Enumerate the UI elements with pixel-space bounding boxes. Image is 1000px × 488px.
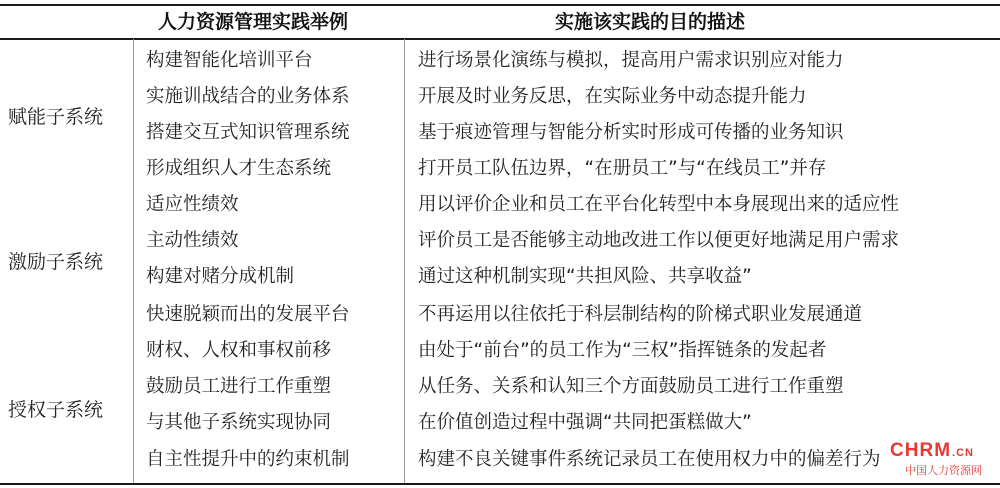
purpose-cell: 开展及时业务反思，在实际业务中动态提升能力 — [418, 86, 807, 107]
practice-cell: 构建对赌分成机制 — [146, 266, 295, 287]
purpose-cell: 从任务、关系和认知三个方面鼓励员工进行工作重塑 — [418, 376, 844, 397]
purpose-cell: 基于痕迹管理与智能分析实时形成可传播的业务知识 — [418, 122, 844, 143]
table-row — [0, 406, 1000, 440]
purpose-cell: 打开员工队伍边界，“在册员工”与“在线员工”并存 — [418, 158, 827, 179]
table-row — [0, 44, 1000, 78]
purpose-cell: 通过这种机制实现“共担风险、共享收益” — [418, 266, 752, 287]
practice-cell: 实施训战结合的业务体系 — [146, 86, 350, 107]
purpose-cell: 由处于“前台”的员工作为“三权”指挥链条的发起者 — [418, 340, 827, 361]
practice-cell: 财权、人权和事权前移 — [146, 340, 332, 361]
table-row — [0, 80, 1000, 114]
practice-cell: 自主性提升中的约束机制 — [146, 449, 350, 470]
table-row — [0, 116, 1000, 150]
table-row — [0, 224, 1000, 258]
header-purpose: 实施该实践的目的描述 — [555, 11, 746, 33]
practice-cell: 快速脱颖而出的发展平台 — [146, 304, 350, 325]
practice-cell: 形成组织人才生态系统 — [146, 158, 332, 179]
purpose-cell: 评价员工是否能够主动地改进工作以便更好地满足用户需求 — [418, 230, 900, 251]
table-row — [0, 188, 1000, 222]
purpose-cell: 在价值创造过程中强调“共同把蛋糕做大” — [418, 412, 752, 433]
chrm-subtitle: 中国人力资源网 — [905, 464, 982, 477]
practice-cell: 主动性绩效 — [146, 230, 239, 251]
purpose-cell: 用以评价企业和员工在平台化转型中本身展现出来的适应性 — [418, 194, 900, 215]
practice-cell: 构建智能化培训平台 — [146, 50, 313, 71]
group-label-authorization: 授权子系统 — [8, 399, 104, 421]
table-row — [0, 443, 1000, 477]
practice-cell: 鼓励员工进行工作重塑 — [146, 376, 332, 397]
purpose-cell: 构建不良关键事件系统记录员工在使用权力中的偏差行为 — [418, 449, 881, 470]
group-label-empowerment: 赋能子系统 — [8, 106, 104, 128]
table-header-rule — [0, 38, 1000, 40]
table-row — [0, 152, 1000, 186]
practice-cell: 与其他子系统实现协同 — [146, 412, 332, 433]
practice-cell: 搭建交互式知识管理系统 — [146, 122, 350, 143]
table-bottom-rule — [0, 483, 1000, 485]
purpose-cell: 不再运用以往依托于科层制结构的阶梯式职业发展通道 — [418, 304, 863, 325]
chrm-logo-suffix: .CN — [952, 447, 974, 459]
table-row — [0, 370, 1000, 404]
chrm-logo-text: CHRM — [890, 440, 952, 461]
table-row — [0, 260, 1000, 294]
group-label-incentive: 激励子系统 — [8, 251, 104, 273]
purpose-cell: 进行场景化演练与模拟，提高用户需求识别应对能力 — [418, 50, 844, 71]
table-row — [0, 298, 1000, 332]
practice-cell: 适应性绩效 — [146, 194, 239, 215]
header-practice: 人力资源管理实践举例 — [158, 11, 349, 33]
table-row — [0, 334, 1000, 368]
